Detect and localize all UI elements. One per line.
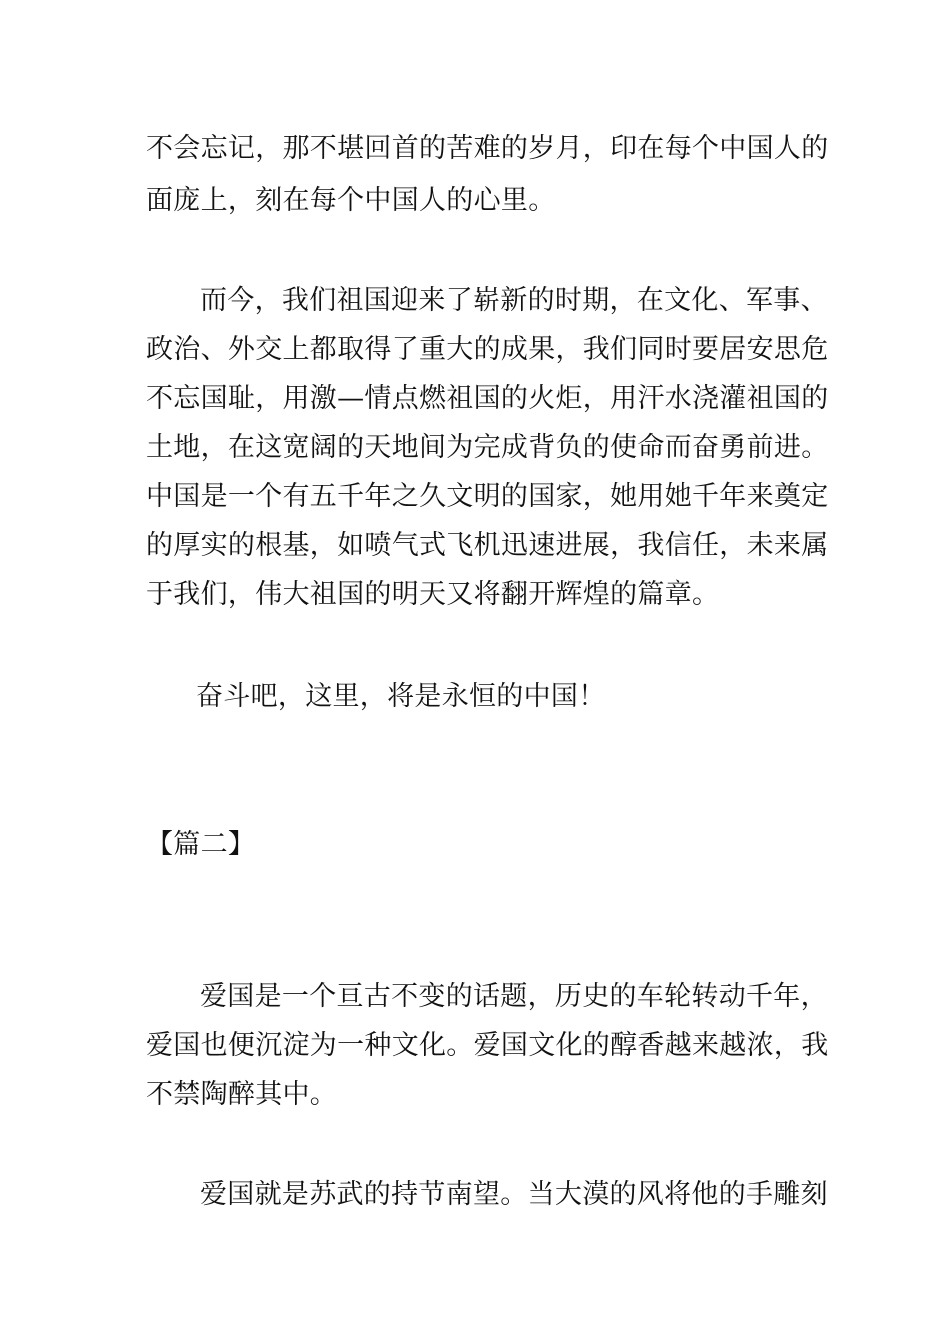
paragraph-line: 不忘国耻，用激—情点燃祖国的火炬，用汗水浇灌祖国的	[146, 383, 829, 414]
paragraph-line: 爱国是一个亘古不变的话题，历史的车轮转动千年，	[200, 981, 828, 1012]
paragraph-line: 中国是一个有五千年之久文明的国家，她用她千年来奠定	[146, 481, 829, 512]
paragraph-line: 于我们，伟大祖国的明天又将翻开辉煌的篇章。	[146, 579, 720, 610]
section-heading: 【篇二】	[146, 829, 256, 860]
paragraph-line: 土地，在这宽阔的天地间为完成背负的使命而奋勇前进。	[146, 432, 829, 463]
paragraph-line: 而今，我们祖国迎来了崭新的时期，在文化、军事、	[200, 285, 828, 316]
paragraph-line: 奋斗吧，这里，将是永恒的中国！	[196, 681, 606, 712]
paragraph-line: 不禁陶醉其中。	[146, 1079, 338, 1110]
paragraph-line: 面庞上，刻在每个中国人的心里。	[146, 185, 556, 216]
paragraph-line: 政治、外交上都取得了重大的成果，我们同时要居安思危	[146, 334, 829, 365]
paragraph-line: 的厚实的根基，如喷气式飞机迅速进展，我信任，未来属	[146, 530, 829, 561]
paragraph-line: 不会忘记，那不堪回首的苦难的岁月，印在每个中国人的	[146, 133, 829, 164]
paragraph-line: 爱国就是苏武的持节南望。当大漠的风将他的手雕刻	[200, 1179, 828, 1210]
paragraph-line: 爱国也便沉淀为一种文化。爱国文化的醇香越来越浓，我	[146, 1030, 829, 1061]
